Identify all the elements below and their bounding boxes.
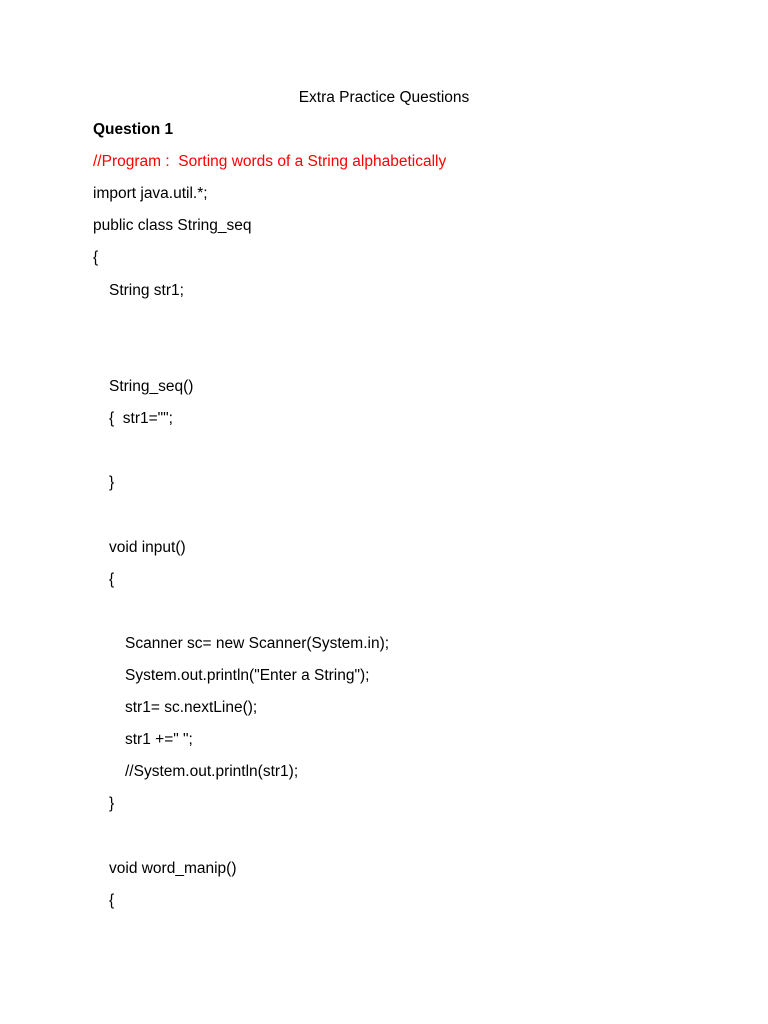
code-line-import: import java.util.*;	[93, 185, 208, 202]
code-line-constructor-close-brace: }	[109, 474, 115, 491]
code-line-read-line: str1= sc.nextLine();	[125, 699, 258, 716]
code-line-println-prompt: System.out.println("Enter a String");	[125, 667, 370, 684]
code-line-scanner: Scanner sc= new Scanner(System.in);	[125, 635, 390, 652]
code-line-input-close-brace: }	[109, 795, 115, 812]
code-line-input-open-brace: {	[109, 571, 115, 588]
code-line-append-space: str1 +=" ";	[125, 731, 193, 748]
code-line-word-manip-open-brace: {	[109, 892, 115, 909]
code-line-constructor: String_seq()	[109, 378, 194, 395]
code-line-commented-println: //System.out.println(str1);	[125, 763, 299, 780]
page-title: Extra Practice Questions	[298, 89, 470, 106]
code-line-input-method: void input()	[109, 539, 186, 556]
question-heading: Question 1	[93, 121, 174, 138]
code-line-constructor-body: { str1="";	[109, 410, 173, 427]
program-comment: //Program : Sorting words of a String alphabetically	[93, 153, 447, 170]
code-line-field-declaration: String str1;	[109, 282, 184, 299]
code-line-word-manip-method: void word_manip()	[109, 860, 237, 877]
code-line-class-declaration: public class String_seq	[93, 217, 252, 234]
code-line-class-open-brace: {	[93, 249, 99, 266]
